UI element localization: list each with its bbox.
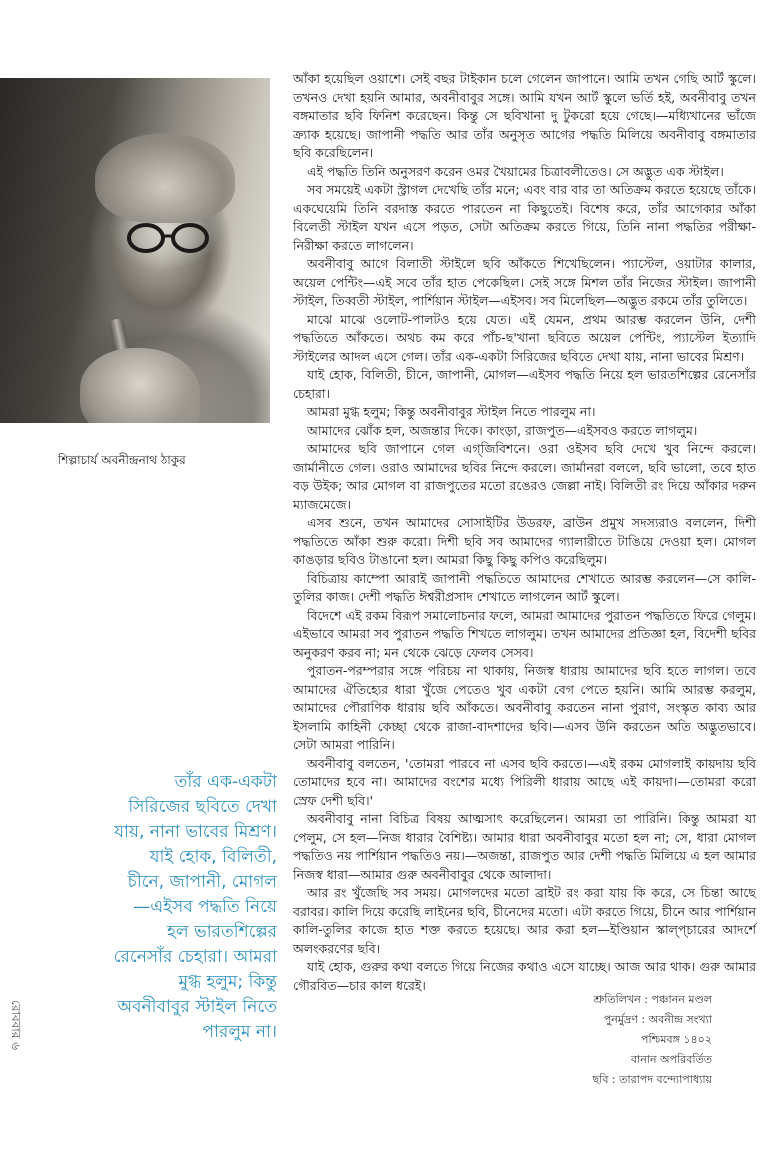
article-paragraph: অবনীবাবু নানা বিচিত্র বিষয় আত্মসাৎ করেছিলেন। আমরা তা পারিনি। কিন্তু আমরা যা পেলুম, সে হল—নিজ ধারার বৈশিষ্ট্য। আমার ধারা অবনীবাবুর মতো হল না; সে, ধারা মোগল পদ্ধতিও নয় পার্শিয়ান পদ্ধতিও নয়।—অজন্তা, রাজপুত আর দেশী পদ্ধতি মিলিয়ে এ হল আমার নিজস্ব ধারা—আমার গুরু অবনীবাবুর থেকে আলাদা। xyxy=(293,811,756,882)
article-paragraph: সব সময়েই একটা স্ট্রাগল দেখেছি তাঁর মনে; এবং বার বার তা অতিক্রম করতে হয়েছে তাঁকে। একঘেয়েমি তিনি বরদাস্ত করতে পারতেন না কিছুতেই। বিশেষ করে, তাঁর আগেকার আঁকা বিলেতী স্টাইল যখন এসে পড়ত, সেটা অতিক্রম করতে গিয়ে, তিনি নানা পদ্ধতির পরীক্ষা-নিরীক্ষা করতে লাগলেন। xyxy=(293,182,756,253)
portrait-photo xyxy=(0,78,270,423)
photo-credit: ছবি : তারাপদ বন্দ্যোপাধ্যায় xyxy=(592,1073,712,1086)
article-paragraph: যাই হোক, বিলিতী, চীনে, জাপানী, মোগল—এইসব পদ্ধতি নিয়ে হল ভারতশিল্পের রেনেসাঁর চেহারা। xyxy=(293,367,756,401)
article-paragraph: মাঝে মাঝে ওলোট-পালটও হয়ে যেত। এই যেমন, প্রথম আরম্ভ করলেন উনি, দেশী পদ্ধতিতে আঁকতে। অথচ কম করে পাঁচ-ছ'খানা ছবিতে অয়েল পেন্টিং, প্যাস্টেল ইত্যাদি স্টাইলের আদল এসে গেল। তাঁর এক-একটা সিরিজের ছবিতে দেখা যায়, নানা ভাবের মিশ্রণ। xyxy=(293,311,756,364)
photo-caption: শিল্পাচার্য অবনীন্দ্রনাথ ঠাকুর xyxy=(58,453,186,467)
source-credit: পশ্চিমবঙ্গ ১৪০২ xyxy=(641,1033,712,1046)
article-paragraph: আমাদের ছবি জাপানে গেল এগ্‌জিবিশনে। ওরা ওইসব ছবি দেখে খুব নিন্দে করলে। জার্মানীতে গেল। ওরাও আমাদের ছবির নিন্দে করলে। জার্মানরা বললে, ছবি ভালো, তবে হাত বড় উইক; আর মোগল বা রাজপুতের মতো রঙেরও জেল্লা নাই। বিলিতী রং দিয়ে আঁকার দরুন ম্যাজমেজে। xyxy=(293,441,756,512)
article-paragraph: যাই হোক, গুরুর কথা বলতে গিয়ে নিজের কথাও এসে যাচ্ছে। আজ আর থাক। গুরু আমার গৌরবিত—চার কাল ধরেই। xyxy=(293,959,756,993)
article-paragraph: আমাদের ঝোঁক হল, অজন্তার দিকে। কাংড়া, রাজপুত—এইসবও করতে লাগলুম। xyxy=(307,422,698,438)
article-paragraph: বিদেশে এই রকম বিরূপ সমালোচনার ফলে, আমরা আমাদের পুরাতন পদ্ধতিতে ফিরে গেলুম। এইভাবে আমরা সব পুরাতন পদ্ধতি শিখতে লাগলুম। তখন আমাদের প্রতিজ্ঞা হল, বিদেশী ছবির অনুকরণ করব না; মন থেকে ঝেড়ে ফেলব সেসব। xyxy=(293,607,756,660)
photo-hand xyxy=(80,348,200,423)
article-paragraph: পুরাতন-পরম্পরার সঙ্গে পরিচয় না থাকায়, নিজস্ব ধারায় আমাদের ছবি হতে লাগল। তবে আমাদের ঐতিহ্যের ধারা খুঁজে পেতেও খুব একটা বেগ পেতে হয়নি। আমি আরম্ভ করলুম, আমাদের পৌরাণিক ধারায় ছবি আঁকতে। অবনীবাবু করতেন নানা পুরাণ, সংস্কৃত কাব্য আর ইসলামি কাহিনী কেচ্ছা থেকে রাজা-বাদশাদের ছবি।—এসব উনি করতেন অতি অদ্ভুতভাবে। সেটা আমরা পারিনি। xyxy=(293,663,756,752)
spelling-note: বানান অপরিবর্তিত xyxy=(630,1053,712,1066)
margin-folio-text: রোববার ৬ xyxy=(9,1000,23,1051)
pull-quote xyxy=(112,770,277,1045)
pull-quote-text: তাঁর এক-একটা সিরিজের ছবিতে দেখা যায়, নানা ভাবের মিশ্রণ। যাই হোক, বিলিতী, চীনে, জাপানী, মোগল—এইসব পদ্ধতি নিয়ে হল ভারতশিল্পের রেনেসাঁর চেহারা। আমরা মুগ্ধ হলুম; কিন্তু অবনীবাবুর স্টাইল নিতে পারলুম না। xyxy=(113,772,277,1042)
photo-hair xyxy=(95,133,235,223)
article-paragraph: অবনীবাবু আগে বিলাতী স্টাইলে ছবি আঁকতে শিখেছিলেন। প্যাস্টেল, ওয়াটার কালার, অয়েল পেন্টিং—এই সবে তাঁর হাত পেকেছিল। সেই সঙ্গে মিশল তাঁর নিজের স্টাইল। জাপানী স্টাইল, তিব্বতী স্টাইল, পার্শিয়ান স্টাইল—এইসব। সব মিলেছিল—অদ্ভুত রকমে তাঁর তুলিতে। xyxy=(293,256,756,308)
article-paragraph: অবনীবাবু বলতেন, 'তোমরা পারবে না এসব ছবি করতে।—এই রকম মোগলাই কায়দায় ছবি তোমাদের হবে না। আমাদের বংশের মধ্যে পিরিলী ধারায় আছে এই কায়দা।—তোমরা করো স্রেফ দেশী ছবি।' xyxy=(293,755,756,808)
article-paragraph: বিচিত্রায় কাম্পো আরাই জাপানী পদ্ধতিতে আমাদের শেখাতে আরম্ভ করলেন—সে কালি-তুলির কাজ। দেশী পদ্ধতি ঈশ্বরীপ্রসাদ শেখাতে লাগলেন আর্ট স্কুলে। xyxy=(293,570,756,604)
margin-folio xyxy=(10,1000,26,1120)
article-paragraph: এসব শুনে, তখন আমাদের সোসাইটির উডরফ, ব্রাউন প্রমুখ সদস্যরাও বললেন, দিশী পদ্ধতিতে আঁকা শুরু করো। দিশী ছবি সব আমাদের গ্যালারীতে টাঙিয়ে দেওয়া হল। মোগল কাঙড়ার ছবিও টাঙানো হল। আমরা কিছু কিছু কপিও করেছিলুম। xyxy=(293,515,756,567)
transcription-credit: শ্রুতিলিখন : পঞ্চানন মণ্ডল xyxy=(593,993,712,1006)
reprint-credit: পুনর্মুদ্রণ : অবনীন্দ্র সংখ্যা xyxy=(603,1013,712,1026)
article-paragraph: আর রং খুঁজেছি সব সময়। মোগলদের মতো ব্রাইট রং করা যায় কি করে, সে চিন্তা আছে বরাবর। কালি দিয়ে করেছি লাইনের ছবি, চীনেদের মতো। এটা করতে গিয়ে, চীনে আর পার্শিয়ান কালি-তুলির কাজে হাত শক্ত করতে হয়েছে। আর করা হল—ইণ্ডিয়ান স্কাল্‌প্চারের আদর্শে অলংকরণের ছবি। xyxy=(293,885,756,956)
glasses-graphic xyxy=(118,218,218,258)
article-paragraph: এই পদ্ধতি তিনি অনুসরণ করেন ওমর খৈয়ামের চিত্রাবলীতেও। সে অদ্ভুত এক স্টাইল। xyxy=(307,163,724,179)
article-paragraph: আঁকা হয়েছিল ওয়াশে। সেই বছর টাইকান চলে গেলেন জাপানে। আমি তখন গেছি আর্ট স্কুলে। তখনও দেখা হয়নি আমার, অবনীবাবুর সঙ্গে। আমি যখন আর্ট স্কুলে ভর্তি হই, অবনীবাবু তখন বঙ্গমাতার ছবি ফিনিশ করেছেন। কিন্তু সে ছবিখানা দু টুকরো হয়ে গেছে।—মধ্যিখানের ভাঁজে ক্র্যাক হয়েছে। জাপানী পদ্ধতি আর তাঁর অনুসৃত আগের পদ্ধতি মিলিয়ে অবনীবাবু বঙ্গমাতার ছবি করেছিলেন। xyxy=(293,71,756,160)
article-body xyxy=(293,70,756,995)
article-paragraph: আমরা মুগ্ধ হলুম; কিন্তু অবনীবাবুর স্টাইল নিতে পারলুম না। xyxy=(307,404,596,419)
credits-block xyxy=(452,990,712,1090)
